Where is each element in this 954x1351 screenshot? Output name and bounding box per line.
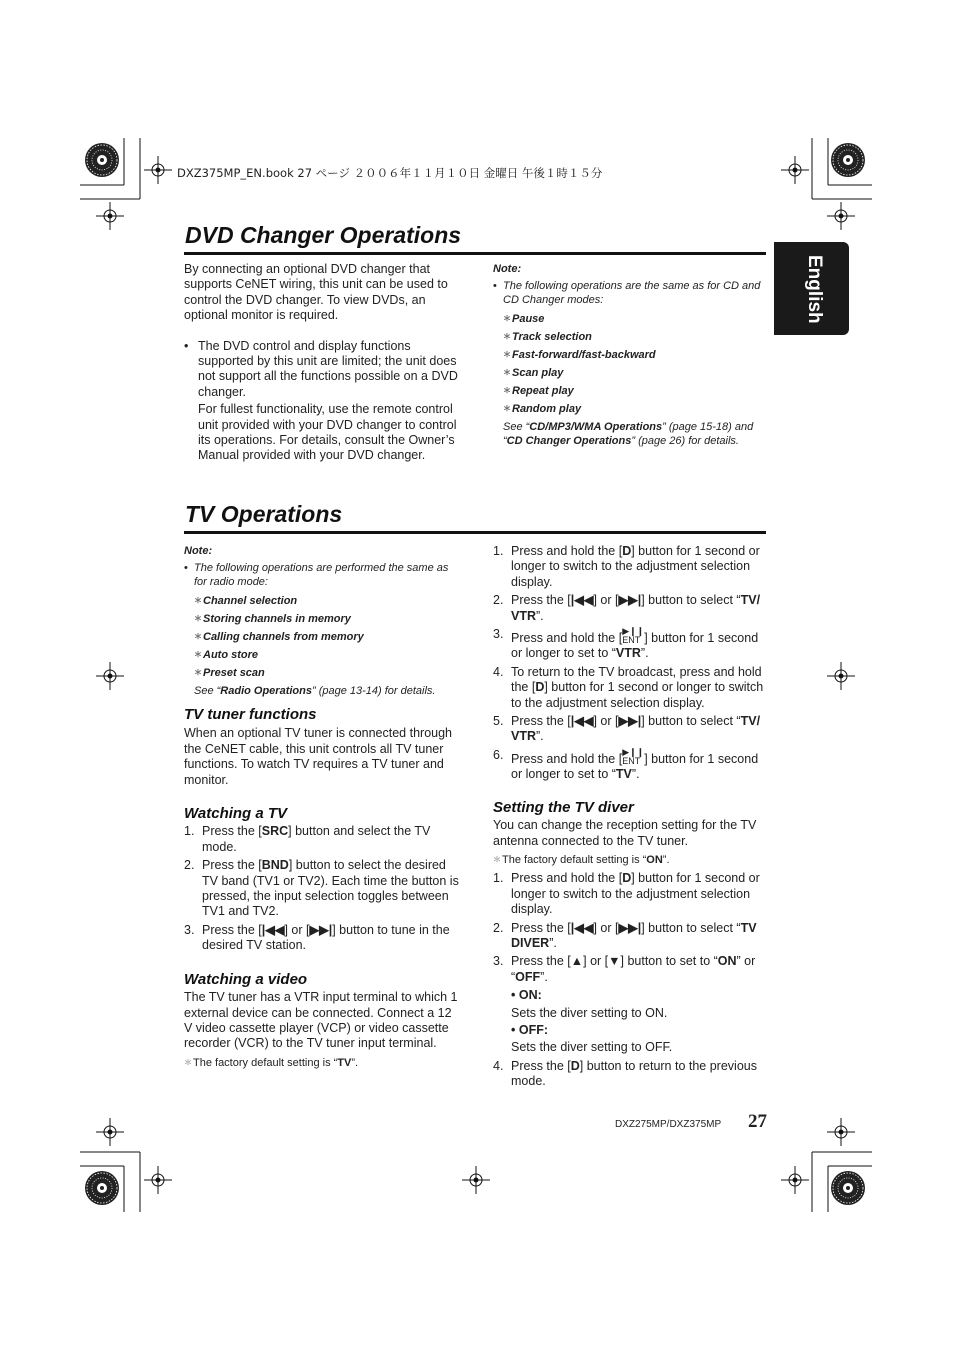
registration-target-icon (144, 156, 172, 184)
note-item: ＊Preset scan (194, 667, 265, 679)
dvd-bullet-a: The DVD control and display functions supported by this unit are limited; the unit does not support all the functions possible on a DVD changer. (198, 338, 458, 399)
step-item: 1. Press and hold the [D] button for 1 second or longer to switch to the adjustment selection display. (493, 871, 760, 917)
diver-steps (493, 871, 767, 1089)
note-item: ＊Channel selection (194, 595, 298, 607)
registration-star-icon (85, 143, 119, 177)
language-tab-label: English (804, 254, 825, 324)
registration-target-icon (96, 1118, 124, 1146)
prev-track-icon: |◀◀ (570, 714, 594, 729)
step-item: 5. Press the [|◀◀] or [▶▶|] button to select “TV/ VTR”. (493, 714, 761, 744)
play-pause-ent-icon: ▶❙❙ ENT (622, 746, 645, 766)
step-item: 3. Press the [▲] or [▼] button to set to “ON” or “OFF”. • ON: Sets the diver setting to ON. • OFF: Sets the diver setting to OFF. (493, 954, 767, 1055)
tv-note-see: See “Radio Operations” (page 13-14) for details. (194, 685, 436, 697)
dvd-section-title: DVD Changer Operations (185, 222, 462, 248)
down-arrow-icon: ▼ (608, 954, 621, 969)
registration-target-icon (827, 202, 855, 230)
tv-tuner-heading: TV tuner functions (184, 706, 317, 723)
bullet-dot: • (493, 280, 497, 292)
dvd-note (493, 262, 767, 448)
dvd-left-column (184, 262, 460, 464)
next-track-icon: ▶▶| (309, 922, 333, 937)
registration-target-icon (144, 1166, 172, 1194)
step-item: 4. Press the [D] button to return to the previous mode. (493, 1058, 757, 1089)
step-item: 2. Press the [|◀◀] or [▶▶|] button to select “TV DIVER”. (493, 920, 757, 950)
note-item: ＊Track selection (503, 331, 592, 343)
tv-diver-heading: Setting the TV diver (493, 798, 634, 816)
step-item: 1. Press and hold the [D] button for 1 second or longer to switch to the adjustment selection display. (493, 544, 760, 589)
note-item: ＊Auto store (194, 649, 258, 661)
tv-right-column (493, 544, 767, 1093)
watching-video-text: The TV tuner has a VTR input terminal to which 1 external device can be connected. Connect a 12 V video cassette player (VCP) or video cassette recorder (VCR) to the TV tuner input terminal. (184, 990, 458, 1051)
step-item: 2. Press the [BND] button to select the desired TV band (TV1 or TV2). Each time the button is pressed, the input selection toggles between TV1 and TV2. (184, 858, 459, 919)
note-heading: Note: (493, 263, 522, 275)
registration-target-icon (827, 1118, 855, 1146)
step-item: 2. Press the [|◀◀] or [▶▶|] button to select “TV/ VTR”. (493, 593, 761, 623)
registration-target-icon (781, 1166, 809, 1194)
registration-star-icon (85, 1171, 119, 1205)
watching-tv-steps (184, 824, 460, 953)
tv-diver-text: You can change the reception setting for the TV antenna connected to the TV tuner. (493, 818, 757, 848)
registration-star-icon (831, 1171, 865, 1205)
dvd-bullet (184, 339, 460, 464)
tv-left-column (184, 707, 460, 1071)
tv-note-items (194, 592, 464, 682)
next-track-icon: ▶▶| (618, 920, 642, 935)
note-item: ＊Scan play (503, 367, 564, 379)
watching-tv-heading: Watching a TV (184, 805, 288, 823)
play-pause-ent-icon: ▶❙❙ ENT (622, 626, 645, 646)
next-track-icon: ▶▶| (618, 714, 642, 729)
dvd-note-lead: The following operations are the same as for CD and CD Changer modes: (503, 280, 761, 306)
tv-section-title: TV Operations (185, 501, 343, 527)
bullet-dot: • (184, 562, 188, 574)
tv-note (184, 544, 464, 698)
prev-track-icon: |◀◀ (261, 922, 285, 937)
tv-title-rule (184, 531, 766, 534)
registration-target-icon (96, 662, 124, 690)
tv-note-body (184, 561, 464, 698)
registration-target-icon (462, 1166, 490, 1194)
note-item: ＊Fast-forward/fast-backward (503, 349, 656, 361)
dvd-intro: By connecting an optional DVD changer that supports CeNET wiring, this unit can be used to control the DVD changer. To view DVDs, an optional monitor is required. (184, 262, 448, 323)
tv-tuner-text: When an optional TV tuner is connected through the CeNET cable, this unit controls all TV tuner functions. To watch TV requires a TV tuner and monitor. (184, 726, 452, 787)
dvd-note-items (503, 310, 767, 418)
vtr-steps (493, 544, 767, 783)
step-item: 6. Press and hold the [▶❙❙ ENT ] button for 1 second or longer to set to “TV”. (493, 746, 759, 782)
dvd-title-rule (184, 252, 766, 255)
diver-option-on: • ON: (511, 988, 542, 1003)
registration-target-icon (96, 202, 124, 230)
tv-note-lead: The following operations are performed the same as for radio mode: (194, 562, 449, 588)
step-item: 4. To return to the TV broadcast, press and hold the [D] button for 1 second or longer to switch to the adjustment selection display. (493, 664, 764, 710)
step-item: 3. Press the [|◀◀] or [▶▶|] button to tune in the desired TV station. (184, 922, 450, 953)
next-track-icon: ▶▶| (618, 593, 642, 608)
registration-target-icon (781, 156, 809, 184)
up-arrow-icon: ▲ (570, 954, 584, 969)
note-item: ＊Storing channels in memory (194, 613, 351, 625)
diver-option-on-text: Sets the diver setting to ON. (511, 1005, 668, 1020)
book-header-line: DXZ375MP_EN.book 27 ページ ２００６年１１月１０日 金曜日 午後１時１５分 (177, 166, 603, 180)
note-item: ＊Calling channels from memory (194, 631, 364, 643)
page-number: 27 (748, 1111, 767, 1132)
footer-model: DXZ275MP/DXZ375MP (615, 1119, 722, 1130)
registration-star-icon (831, 143, 865, 177)
diver-option-off-text: Sets the diver setting to OFF. (511, 1040, 673, 1055)
dvd-note-see: See “CD/MP3/WMA Operations” (page 15-18) and “CD Changer Operations” (page 26) for details. (503, 421, 754, 447)
registration-target-icon (827, 662, 855, 690)
note-item: ＊Pause (503, 313, 545, 325)
prev-track-icon: |◀◀ (570, 920, 594, 935)
watching-video-heading: Watching a video (184, 970, 308, 988)
step-item: 1. Press the [SRC] button and select the TV mode. (184, 824, 431, 854)
diver-default-note: ＊The factory default setting is “ON”. (493, 853, 670, 866)
note-item: ＊Repeat play (503, 385, 574, 397)
bullet-dot: • (184, 338, 189, 353)
step-item: 3. Press and hold the [▶❙❙ ENT ] button for 1 second or longer to set to “VTR”. (493, 626, 759, 661)
prev-track-icon: |◀◀ (570, 593, 594, 608)
dvd-note-body (493, 279, 767, 448)
diver-option-off: • OFF: (511, 1022, 549, 1037)
dvd-bullet-b: For fullest functionality, use the remote control unit provided with your DVD changer to control its operations. For details, consult the Owner’s Manual provided with your DVD changer. (198, 402, 457, 463)
note-item: ＊Random play (503, 403, 582, 415)
note-heading: Note: (184, 545, 213, 557)
video-default-note: ＊The factory default setting is “TV”. (184, 1056, 359, 1069)
